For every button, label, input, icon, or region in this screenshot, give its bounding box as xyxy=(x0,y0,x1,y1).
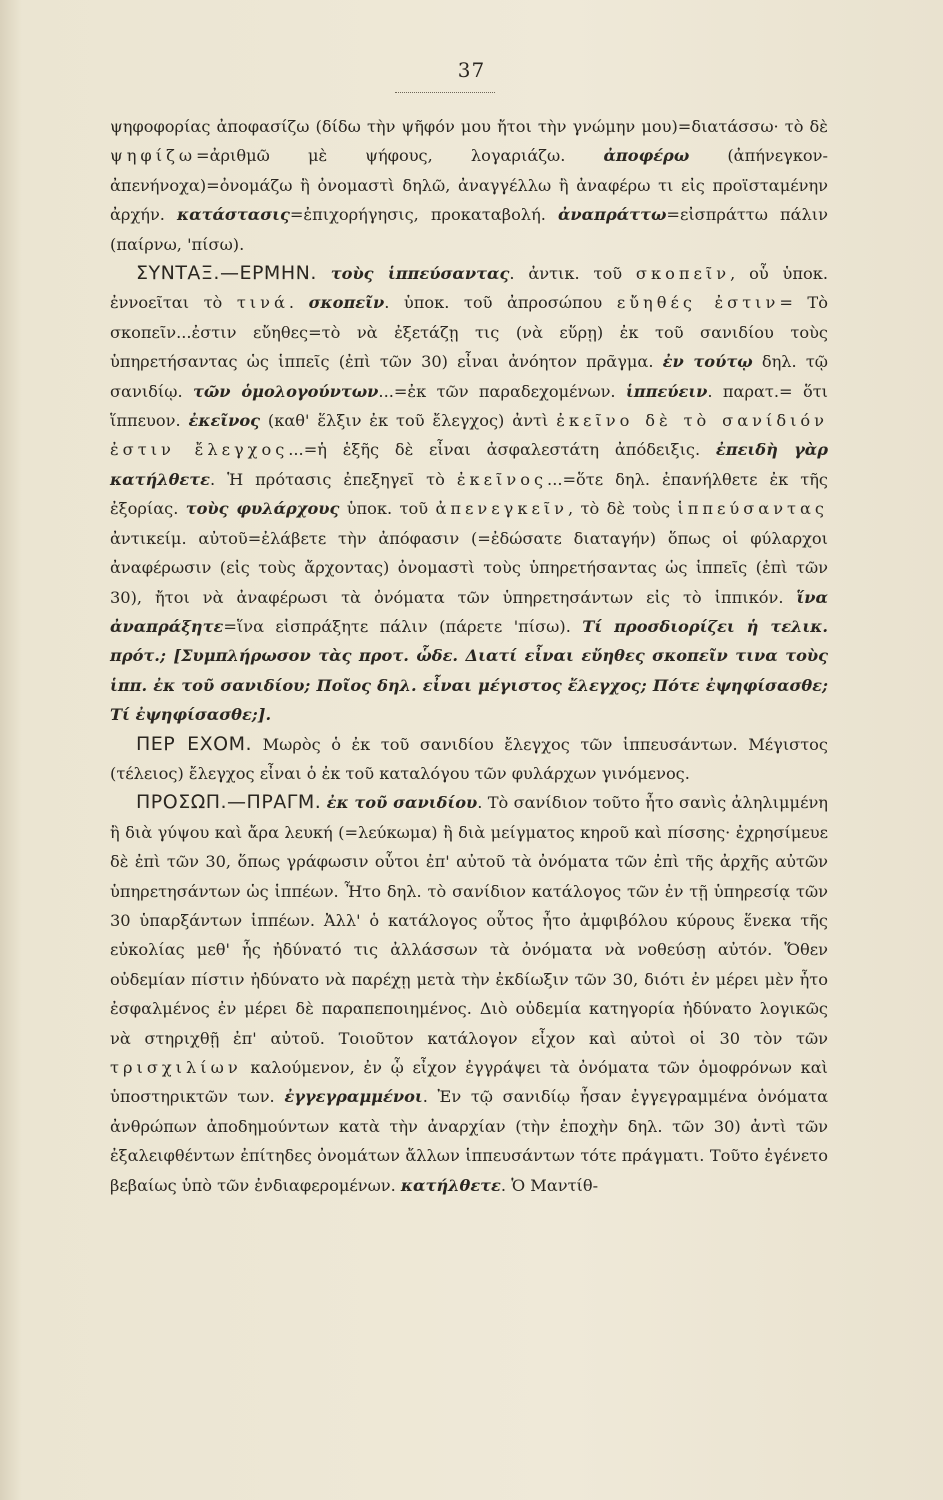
spaced-text: ἀπενεγκεῖν xyxy=(435,499,569,519)
emphasis-text: τοὺς ἱππεύσαντας xyxy=(330,264,510,284)
text-run: , οὗ ὑποκ. ἐννοεῖται τὸ xyxy=(110,264,829,313)
emphasis-text: ἐν τούτῳ xyxy=(662,352,753,372)
page-number-rule xyxy=(395,92,495,93)
text-run: =ἀριθμῶ μὲ ψήφους, λογαριάζω. xyxy=(196,146,604,166)
emphasis-text: κατήλθετε xyxy=(400,1175,501,1195)
text-run: ...=ἡ ἑξῆς δὲ εἶναι ἀσφαλεστάτη ἀπόδειξις. xyxy=(288,440,716,460)
page-number: 37 xyxy=(457,58,486,82)
emphasis-text: ἐπειδὴ γὰρ κατήλθετε xyxy=(110,440,828,489)
paragraph-persons-facts xyxy=(110,788,828,1200)
spaced-text: ἱππεύσαντας xyxy=(677,499,829,519)
text-run: = Τὸ σκοπεῖν...ἐστιν εὔηθες=τὸ νὰ ἐξετάζῃ τις (νὰ εὕρῃ) ἐκ τοῦ σανιδίου τοὺς ὑπηρετήσαντας ὡς ἱππεῖς (ἐπὶ τῶν 30) εἶναι ἀνόητον πρᾶγμα. xyxy=(110,293,828,372)
spaced-text: ἐκεῖνο δὲ τὸ σανίδιόν ἐστιν ἔλεγχος xyxy=(110,411,829,460)
emphasis-text: ἱππεύειν xyxy=(625,381,708,401)
spaced-text: τινά xyxy=(236,293,289,313)
emphasis-text: τῶν ὁμολογούντων xyxy=(192,381,379,401)
emphasis-text: Τί προσδιορίζει ἡ τελικ. πρότ.; [Συμπλήρωσον τὰς προτ. ὧδε. Διατί εἶναι εὔηθες σκοπεῖν τινα τοὺς ἱππ. ἐκ τοῦ σανιδίου; Ποῖος δηλ. εἶναι μέγιστος ἔλεγχος; Πότε ἐψηφίσασθε; Τί ἐψηφίσασθε;]. xyxy=(110,616,829,725)
text-run: (καθ' ἕλξιν ἐκ τοῦ ἔλεγχος) ἀντὶ xyxy=(260,411,557,431)
spaced-text: τρισχιλίων xyxy=(110,1058,242,1077)
text-run: =εἰσπράττω πάλιν (παίρνω, 'πίσω). xyxy=(110,205,828,254)
text-run: καλούμενον, ἐν ᾧ εἶχον ἐγγράψει τὰ ὀνόματα τῶν ὁμοφρόνων καὶ ὑποστηρικτῶν των. xyxy=(110,1058,828,1107)
emphasis-text: σκοπεῖν xyxy=(308,293,385,313)
section-heading: ΠΡΟΣΩΠ.—ΠΡΑΓΜ. xyxy=(136,791,322,814)
text-run: . Ὁ Μαντίθ- xyxy=(500,1175,599,1195)
emphasis-text: ἀναπράττω xyxy=(557,205,667,225)
body-text xyxy=(110,112,828,1200)
section-heading: ΣΥΝΤΑΞ.—ΕΡΜΗΝ. xyxy=(136,262,317,285)
emphasis-text: ἐγγεγραμμένοι xyxy=(284,1087,423,1107)
text-run: δηλ. τῷ σανιδίῳ. xyxy=(110,352,829,401)
spaced-text: εὔηθές ἐστιν xyxy=(616,293,780,313)
text-run: Μωρὸς ὁ ἐκ τοῦ σανιδίου ἔλεγχος τῶν ἱππευσάντων. Μέγιστος (τέλειος) ἔλεγχος εἶναι ὁ ἐκ τοῦ καταλόγου τῶν φυλάρχων γινόμενος. xyxy=(110,734,828,783)
text-run: ...=ἐκ τῶν παραδεχομένων. xyxy=(378,381,626,401)
text-run: . Ἐν τῷ σανιδίῳ ἦσαν ἐγγεγραμμένα ὀνόματα ἀνθρώπων ἀποδημούντων κατὰ τὴν ἀναρχίαν (τὴν ἐποχὴν δηλ. τῶν 30) ἀντὶ τῶν ἐξαλειφθέντων ἐπίτηδες ὀνομάτων ἄλλων ἱππευσάντων τότε πράγματι. Τοῦτο ἐγένετο βεβαίως ὑπὸ τῶν ἐνδιαφερομένων. xyxy=(110,1087,828,1195)
spaced-text: σκοπεῖν xyxy=(635,264,731,284)
paragraph-syntax xyxy=(110,259,828,730)
emphasis-text: ἵνα ἀναπράξητε xyxy=(110,587,828,636)
emphasis-text: ἐκ τοῦ σανιδίου xyxy=(326,793,478,813)
paragraph-content xyxy=(110,730,828,789)
emphasis-text: ἐκεῖνος xyxy=(188,411,261,431)
text-run: . ὑποκ. τοῦ ἀπροσώπου xyxy=(384,293,617,313)
text-run: ὑποκ. τοῦ xyxy=(339,499,436,519)
spaced-text: ἐκεῖνος xyxy=(456,469,548,489)
text-run: . xyxy=(288,293,309,313)
text-run: ψηφοφορίας ἀποφασίζω (δίδω τὴν ψῆφόν μου ἤτοι τὴν γνώμην μου)=διατάσσω· τὸ δὲ xyxy=(110,117,828,136)
text-run: ἀντικείμ. αὐτοῦ=ἐλάβετε τὴν ἀπόφασιν (=ἐδώσατε διαταγήν) ὅπως οἱ φύλαρχοι ἀναφέρωσιν (εἰς τοὺς ἄρχοντας) ὀνομαστὶ τοὺς ὑπηρετήσαντας ὡς ἱππεῖς (ἐπὶ τῶν 30), ἤτοι νὰ ἀναφέρωσι τὰ ὀνόματα τῶν ὑπηρετησάντων εἰς τὸ ἱππικόν. xyxy=(110,528,828,607)
text-run: . Ἡ πρότασις ἐπεξηγεῖ τὸ xyxy=(209,469,457,489)
paragraph-definitions xyxy=(110,112,828,259)
text-run: , τὸ δὲ τοὺς xyxy=(568,499,678,519)
emphasis-text: κατάστασις xyxy=(176,205,290,225)
text-run: =ἐπιχορήγησις, προκαταβολή. xyxy=(289,205,558,225)
text-run: (ἀπήνεγκον-ἀπενήνοχα)=ὀνομάζω ἢ ὀνομαστὶ δηλῶ, ἀναγγέλλω ἢ ἀναφέρω τι εἰς προϊσταμένην ἀρχήν. xyxy=(110,146,828,225)
text-run: =ἵνα εἰσπράξητε πάλιν (πάρετε 'πίσω). xyxy=(223,616,583,636)
text-run xyxy=(317,264,331,283)
text-run: . ἀντικ. τοῦ xyxy=(509,264,636,284)
text-run: . Τὸ σανίδιον τοῦτο ἦτο σανὶς ἀληλιμμένη ἢ διὰ γύψου καὶ ἄρα λευκή (=λεύκωμα) ἢ διὰ μείγματος κηροῦ καὶ πίσσης· ἐχρησίμευε δὲ ἐπὶ τῶν 30, ὅπως γράφωσιν οὗτοι ἐπ' αὐτοῦ τὰ ὀνόματα τῶν ἐπὶ τῆς ἀρχῆς αὐτῶν ὑπηρετησάντων ὡς ἱππέων. Ἦτο δηλ. τὸ σανίδιον κατάλογος τῶν ἐν τῇ ὑπηρεσίᾳ τῶν 30 ὑπαρξάντων ἱππέων. Ἀλλ' ὁ κατάλογος οὗτος ἦτο ἀμφιβόλου κύρους ἕνεκα τῆς εὐκολίας μεθ' ἧς ἠδύνατό τις ἀλλάσσων τὰ ὀνόματα νὰ νοθεύσῃ αὐτόν. Ὅθεν οὐδεμίαν πίστιν ἠδύνατο νὰ παρέχῃ μετὰ τὴν ἐκδίωξιν τῶν 30, διότι ἐν μέρει μὲν ἦτο ἐσφαλμένος ἐν μέρει δὲ παραπεποιημένος. Διὸ οὐδεμία κατηγορία ἠδύνατο λογικῶς νὰ στηριχθῇ ἐπ' αὐτοῦ. Τοιοῦτον κατάλογον εἶχον καὶ αὐτοὶ οἱ 30 τὸν τῶν xyxy=(110,793,828,1048)
emphasis-text: ἀποφέρω xyxy=(603,146,690,166)
section-heading: ΠΕΡ ΕΧΟΜ. xyxy=(136,732,253,755)
spaced-text: ψηφίζω xyxy=(110,146,197,166)
text-run: . παρατ.= ὅτι ἵππευον. xyxy=(110,381,828,431)
text-run: ...=ὅτε δηλ. ἐπανήλθετε ἐκ τῆς ἐξορίας. xyxy=(110,469,828,519)
emphasis-text: τοὺς φυλάρχους xyxy=(185,499,340,519)
